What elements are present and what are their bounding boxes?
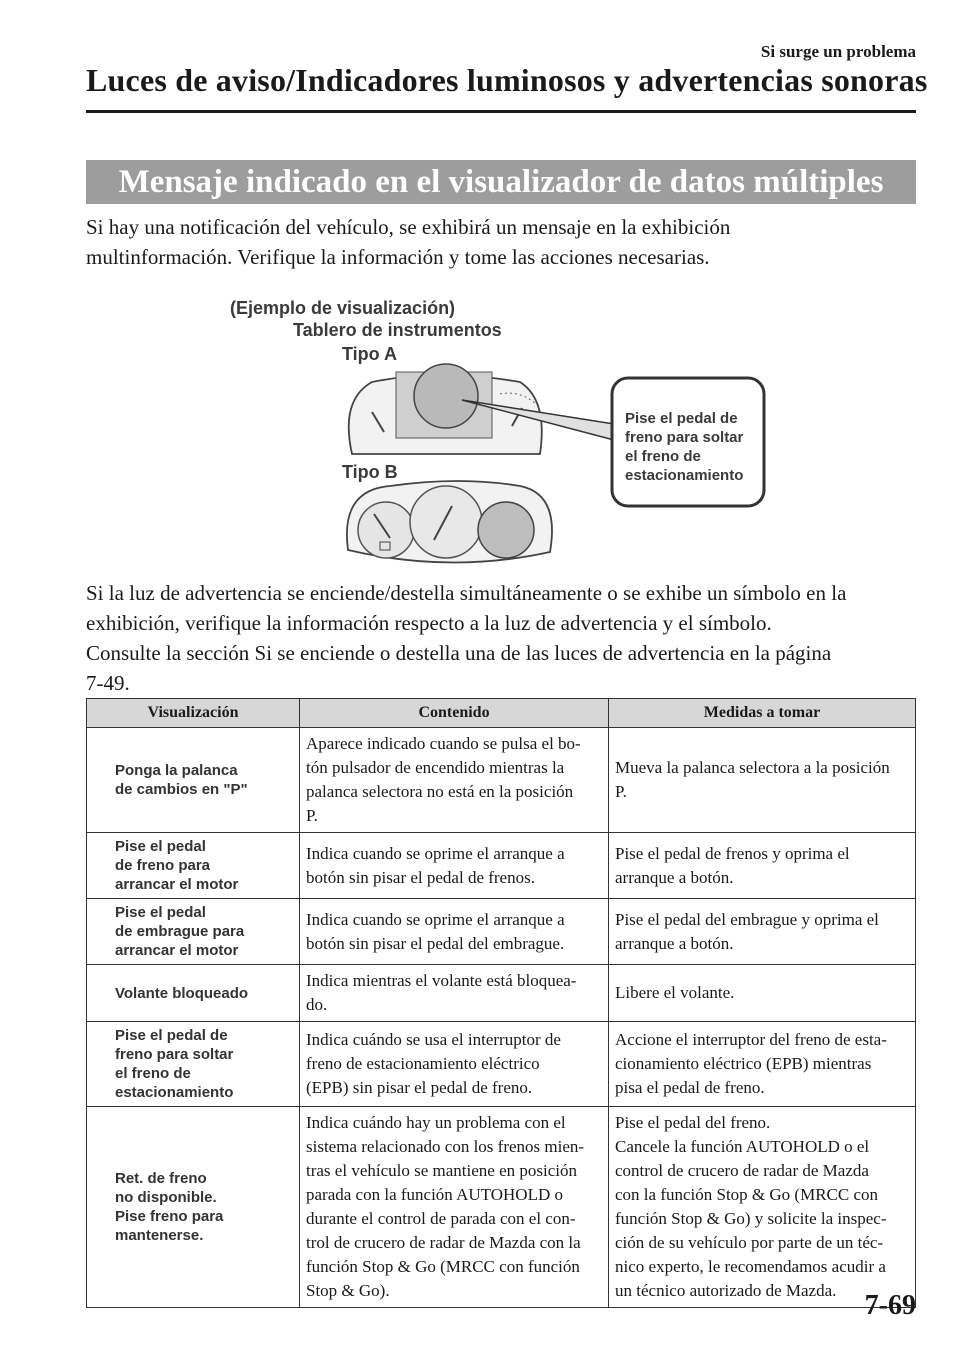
callout-line: el freno de [625, 448, 701, 465]
type-b-cluster [347, 481, 552, 563]
body-line: Consulte la sección Si se enciende o destella una de las luces de advertencia en la página [86, 641, 832, 665]
table-row [87, 1107, 916, 1308]
table-row [87, 899, 916, 965]
body-line: 7-49. [86, 671, 130, 695]
content-cell [300, 1022, 609, 1107]
action-cell [609, 833, 916, 899]
header-rule [86, 110, 916, 113]
table-body [87, 728, 916, 1308]
action-cell [609, 1022, 916, 1107]
content-text: Indica mientras el volante está bloquea- do. [306, 971, 577, 1014]
table-row [87, 833, 916, 899]
content-text: Indica cuándo se usa el interruptor de freno de estacionamiento eléctrico (EPB) sin pisar el pedal de freno. [306, 1030, 561, 1097]
display-cell [87, 1107, 300, 1308]
action-text: Mueva la palanca selectora a la posición P. [615, 758, 890, 801]
content-cell [300, 728, 609, 833]
content-text: Indica cuándo hay un problema con el sistema relacionado con los frenos mien- tras el vehículo se mantiene en posición parada con la función AUTOHOLD o durante el control de parada con el con- trol de crucero de radar de Mazda con la función Stop & Go (MRCC con función Stop & Go). [306, 1113, 585, 1300]
instrument-panel-figure [0, 290, 960, 580]
callout-line: Pise el pedal de [625, 410, 738, 427]
action-text: Pise el pedal del embrague y oprima el arranque a botón. [615, 909, 879, 953]
section-banner: Mensaje indicado en el visualizador de datos múltiples [86, 160, 916, 204]
panel-label: Tablero de instrumentos [293, 320, 502, 340]
display-message: Pise el pedal de freno para soltar el freno de estacionamiento [115, 1027, 234, 1101]
table-row [87, 965, 916, 1022]
action-cell [609, 965, 916, 1022]
intro-line: Si hay una notificación del vehículo, se exhibirá un mensaje en la exhibición [86, 215, 731, 239]
type-b-label: Tipo B [342, 462, 398, 482]
action-cell [609, 1107, 916, 1308]
intro-paragraph [86, 212, 916, 272]
content-cell [300, 1107, 609, 1308]
callout-line: estacionamiento [625, 467, 744, 484]
action-cell [609, 899, 916, 965]
display-message: Ret. de freno no disponible. Pise freno para mantenerse. [115, 1170, 224, 1244]
display-cell [87, 833, 300, 899]
page-number: 7-69 [864, 1290, 916, 1321]
display-cell [87, 899, 300, 965]
header-medidas: Medidas a tomar [609, 699, 916, 728]
content-text: Indica cuando se oprime el arranque a botón sin pisar el pedal del embrague. [306, 909, 565, 953]
display-cell [87, 728, 300, 833]
content-text: Indica cuando se oprime el arranque a botón sin pisar el pedal de frenos. [306, 843, 565, 887]
example-label: (Ejemplo de visualización) [230, 298, 456, 318]
display-message: Volante bloqueado [115, 984, 249, 1002]
table-header-row [87, 699, 916, 728]
section-label: Si surge un problema [760, 42, 916, 61]
callout-line: freno para soltar [625, 429, 744, 446]
header-visualizacion: Visualización [87, 699, 300, 728]
messages-table [86, 698, 916, 1308]
intro-line: multinformación. Verifique la información y tome las acciones necesarias. [86, 245, 710, 269]
display-message: Pise el pedal de freno para arrancar el motor [115, 838, 239, 893]
content-cell [300, 965, 609, 1022]
type-a-label: Tipo A [342, 344, 397, 364]
display-message: Ponga la palanca de cambios en "P" [115, 762, 248, 798]
content-text: Aparece indicado cuando se pulsa el bo- tón pulsador de encendido mientras la palanca selectora no está en la posición P. [306, 734, 581, 825]
action-cell [609, 728, 916, 833]
body-paragraph [86, 578, 916, 698]
action-text: Libere el volante. [615, 983, 735, 1002]
chapter-title: Luces de aviso/Indicadores luminosos y advertencias sonoras [86, 62, 928, 98]
table-row [87, 728, 916, 833]
action-text: Accione el interruptor del freno de esta- cionamiento eléctrico (EPB) mientras pisa el pedal de freno. [615, 1030, 887, 1097]
action-text: Pise el pedal del freno. Cancele la función AUTOHOLD o el control de crucero de radar de Mazda con la función Stop & Go (MRCC con función Stop & Go) y solicite la inspec- ción de su vehículo por parte de un téc- nico experto, le recomendamos acudir a un técnico autorizado de Mazda. [615, 1113, 887, 1300]
body-line: exhibición, verifique la información respecto a la luz de advertencia y el símbolo. [86, 611, 772, 635]
content-cell [300, 833, 609, 899]
action-text: Pise el pedal de frenos y oprima el arranque a botón. [615, 843, 850, 887]
header-contenido: Contenido [300, 699, 609, 728]
table-row [87, 1022, 916, 1107]
display-cell [87, 965, 300, 1022]
display-cell [87, 1022, 300, 1107]
body-line: Si la luz de advertencia se enciende/destella simultáneamente o se exhibe un símbolo en la [86, 581, 847, 605]
content-cell [300, 899, 609, 965]
display-message: Pise el pedal de embrague para arrancar el motor [115, 904, 245, 959]
